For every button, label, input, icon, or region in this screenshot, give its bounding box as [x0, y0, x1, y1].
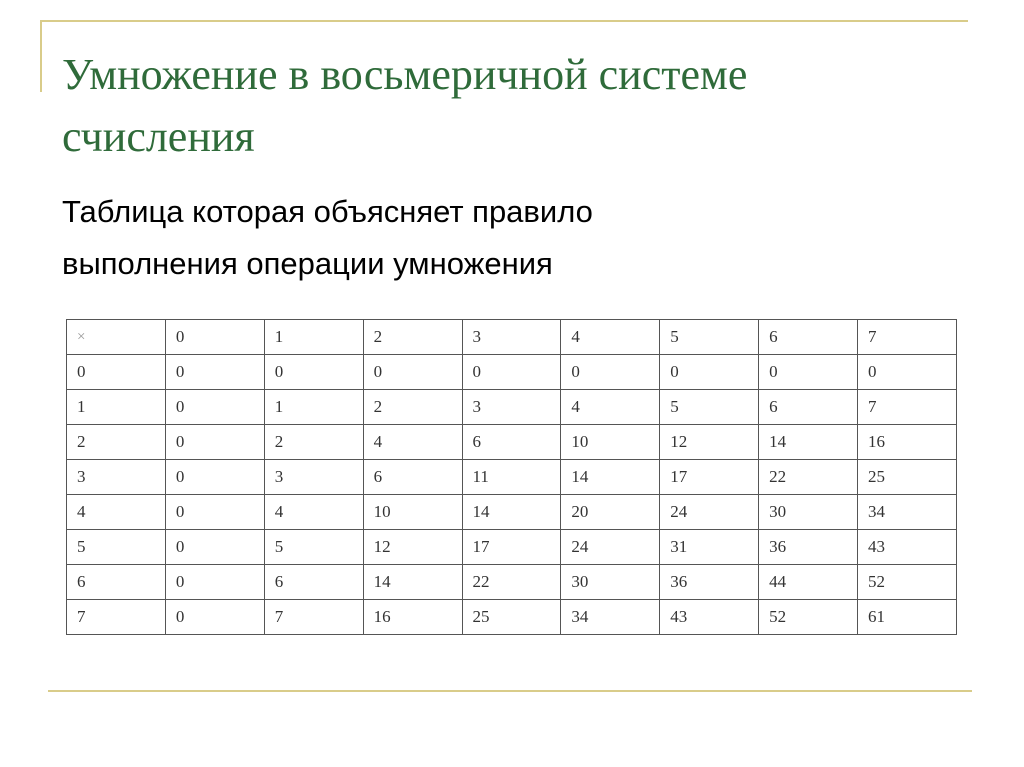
table-cell: 0 — [165, 530, 264, 565]
table-cell: 30 — [561, 565, 660, 600]
table-cell: 1 — [264, 320, 363, 355]
table-cell: 11 — [462, 460, 561, 495]
table-cell: 12 — [660, 425, 759, 460]
table-cell: 17 — [462, 530, 561, 565]
table-cell: 0 — [363, 355, 462, 390]
table-cell: 6 — [759, 320, 858, 355]
table-cell: 10 — [561, 425, 660, 460]
table-cell: 1 — [264, 390, 363, 425]
table-cell: 5 — [660, 390, 759, 425]
table-cell: 22 — [462, 565, 561, 600]
table-cell: 12 — [363, 530, 462, 565]
slide-title — [62, 44, 962, 168]
table-cell: 7 — [264, 600, 363, 635]
table-cell: 2 — [363, 320, 462, 355]
left-accent-line — [40, 20, 42, 92]
table-cell: 20 — [561, 495, 660, 530]
table-cell: 4 — [561, 320, 660, 355]
table-row-header-cell: 4 — [67, 495, 166, 530]
table-cell: 52 — [858, 565, 957, 600]
table-cell: 2 — [264, 425, 363, 460]
table-cell: 0 — [165, 460, 264, 495]
table-cell: 52 — [759, 600, 858, 635]
subtitle-line-2: выполнения операции умножения — [62, 246, 553, 281]
table-cell: 36 — [759, 530, 858, 565]
table-cell: 0 — [462, 355, 561, 390]
subtitle-line-1: Таблица которая объясняет правило — [62, 194, 593, 229]
table-cell: 43 — [660, 600, 759, 635]
slide-subtitle — [62, 186, 962, 290]
table-cell: 0 — [264, 355, 363, 390]
title-line-1: Умножение в восьмеричной системе — [62, 50, 748, 99]
table-cell: 25 — [858, 460, 957, 495]
table-row — [67, 355, 957, 390]
table-cell: 7 — [858, 390, 957, 425]
table-cell: 0 — [759, 355, 858, 390]
table-cell: 0 — [165, 355, 264, 390]
table-cell: 16 — [363, 600, 462, 635]
table-cell: 7 — [858, 320, 957, 355]
table-cell: 4 — [363, 425, 462, 460]
table-cell: 0 — [165, 425, 264, 460]
bottom-divider — [48, 690, 972, 692]
table-row — [67, 530, 957, 565]
table-cell: 6 — [363, 460, 462, 495]
table-row-header-cell: 3 — [67, 460, 166, 495]
table-row — [67, 425, 957, 460]
table-body — [67, 320, 957, 635]
table-cell: 0 — [660, 355, 759, 390]
table-cell: 5 — [264, 530, 363, 565]
table-row — [67, 460, 957, 495]
title-line-2: счисления — [62, 112, 255, 161]
table-cell: 3 — [264, 460, 363, 495]
table-cell: 43 — [858, 530, 957, 565]
table-cell: 5 — [660, 320, 759, 355]
table-cell: 61 — [858, 600, 957, 635]
table-cell: 6 — [759, 390, 858, 425]
table-cell: 3 — [462, 320, 561, 355]
table-cell: 36 — [660, 565, 759, 600]
table-row-header-cell: 5 — [67, 530, 166, 565]
table-cell: 0 — [165, 495, 264, 530]
table-cell: 0 — [165, 600, 264, 635]
table-row-header-cell: 0 — [67, 355, 166, 390]
table-row — [67, 390, 957, 425]
table-cell: 0 — [858, 355, 957, 390]
table-row — [67, 495, 957, 530]
table-cell: 14 — [462, 495, 561, 530]
table-cell: 2 — [363, 390, 462, 425]
table-cell: 34 — [561, 600, 660, 635]
table-row-header-cell: 2 — [67, 425, 166, 460]
table-cell: 31 — [660, 530, 759, 565]
table-cell: 34 — [858, 495, 957, 530]
table-cell: 24 — [561, 530, 660, 565]
table-row-header-cell: 6 — [67, 565, 166, 600]
table-row — [67, 565, 957, 600]
table-cell: 0 — [165, 565, 264, 600]
table-cell: 14 — [561, 460, 660, 495]
table-cell: 44 — [759, 565, 858, 600]
table-cell: 6 — [264, 565, 363, 600]
table-cell: 3 — [462, 390, 561, 425]
table-row — [67, 600, 957, 635]
table-cell: 0 — [165, 320, 264, 355]
table-cell: 6 — [462, 425, 561, 460]
table-row-header-cell: 1 — [67, 390, 166, 425]
table-cell: 4 — [264, 495, 363, 530]
table-cell: 10 — [363, 495, 462, 530]
table-cell: 17 — [660, 460, 759, 495]
table-header-row — [67, 320, 957, 355]
table-cell: 0 — [165, 390, 264, 425]
table-cell: 22 — [759, 460, 858, 495]
table-row-header-cell: 7 — [67, 600, 166, 635]
multiplication-table — [66, 319, 957, 635]
table-cell: 0 — [561, 355, 660, 390]
table-cell: 4 — [561, 390, 660, 425]
table-cell: 25 — [462, 600, 561, 635]
top-divider — [40, 20, 968, 22]
table-cell: 16 — [858, 425, 957, 460]
table-cell: 14 — [759, 425, 858, 460]
table-cell: 14 — [363, 565, 462, 600]
table-cell: 30 — [759, 495, 858, 530]
table-corner-cell: × — [67, 320, 166, 355]
table-cell: 24 — [660, 495, 759, 530]
